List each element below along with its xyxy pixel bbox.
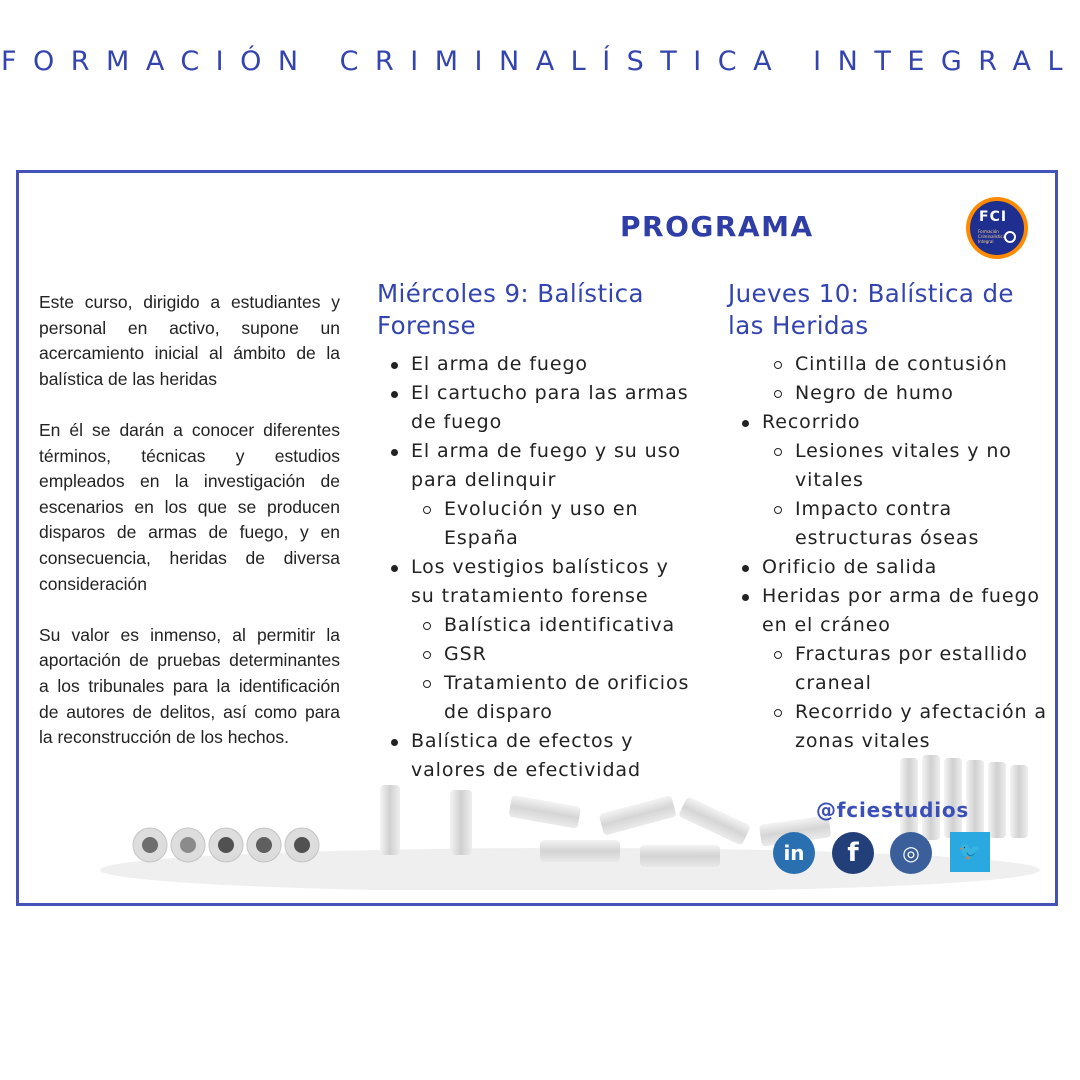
page-title: FORMACIÓN CRIMINALÍSTICA INTEGRAL	[0, 46, 1079, 77]
sub-list-item: Tratamiento de orificios de disparo	[377, 669, 697, 727]
intro-paragraph: Su valor es inmenso, al permitir la aportación de pruebas determinantes a los tribunales para la identificación de autores de delitos, así como para la reconstrucción de los hechos.	[39, 624, 340, 748]
intro-paragraph: Este curso, dirigido a estudiantes y personal en activo, supone un acercamiento inicial al ámbito de la balística de las heridas	[39, 292, 340, 389]
sub-list-item: Lesiones vitales y no vitales	[728, 437, 1048, 495]
day1-title: Miércoles 9: Balística Forense	[377, 279, 644, 340]
logo-subtext: Formación Criminalística Integral	[978, 229, 1006, 244]
instagram-icon[interactable]: ◎	[890, 832, 932, 874]
list-item: El cartucho para las armas de fuego	[377, 379, 697, 437]
magnifier-icon	[1004, 231, 1016, 243]
social-handle[interactable]: @fciestudios	[816, 798, 970, 822]
sub-list-item: GSR	[377, 640, 697, 669]
list-item: Recorrido	[728, 408, 1048, 437]
list-item: Orificio de salida	[728, 553, 1048, 582]
list-item: Heridas por arma de fuego en el cráneo	[728, 582, 1048, 640]
list-item: El arma de fuego	[377, 350, 697, 379]
programa-heading: PROGRAMA	[620, 210, 814, 243]
fci-logo	[966, 197, 1028, 259]
sub-list-item: Recorrido y afectación a zonas vitales	[728, 698, 1048, 756]
linkedin-icon[interactable]: in	[773, 832, 815, 874]
list-item: Los vestigios balísticos y su tratamiento forense	[377, 553, 697, 611]
day2-list	[728, 350, 1048, 756]
twitter-icon[interactable]: 🐦	[950, 832, 990, 872]
course-description	[39, 290, 340, 776]
intro-paragraph: En él se darán a conocer diferentes términos, técnicas y estudios empleados en la investigación de escenarios en los que se producen disparos de armas de fuego, y en consecuencia, heridas de diversa consideración	[39, 419, 340, 594]
list-item: El arma de fuego y su uso para delinquir	[377, 437, 697, 495]
sub-list-item: Fracturas por estallido craneal	[728, 640, 1048, 698]
day1-list	[377, 350, 697, 785]
sub-list-item: Evolución y uso en España	[377, 495, 697, 553]
sub-list-item: Cintilla de contusión	[728, 350, 1048, 379]
facebook-icon[interactable]: f	[832, 832, 874, 874]
day2-column	[728, 278, 1048, 756]
logo-text: FCI	[979, 209, 1008, 225]
list-item: Balística de efectos y valores de efectividad	[377, 727, 697, 785]
sub-list-item: Negro de humo	[728, 379, 1048, 408]
day2-title: Jueves 10: Balística de las Heridas	[728, 279, 1014, 340]
sub-list-item: Balística identificativa	[377, 611, 697, 640]
sub-list-item: Impacto contra estructuras óseas	[728, 495, 1048, 553]
day1-column	[377, 278, 697, 785]
